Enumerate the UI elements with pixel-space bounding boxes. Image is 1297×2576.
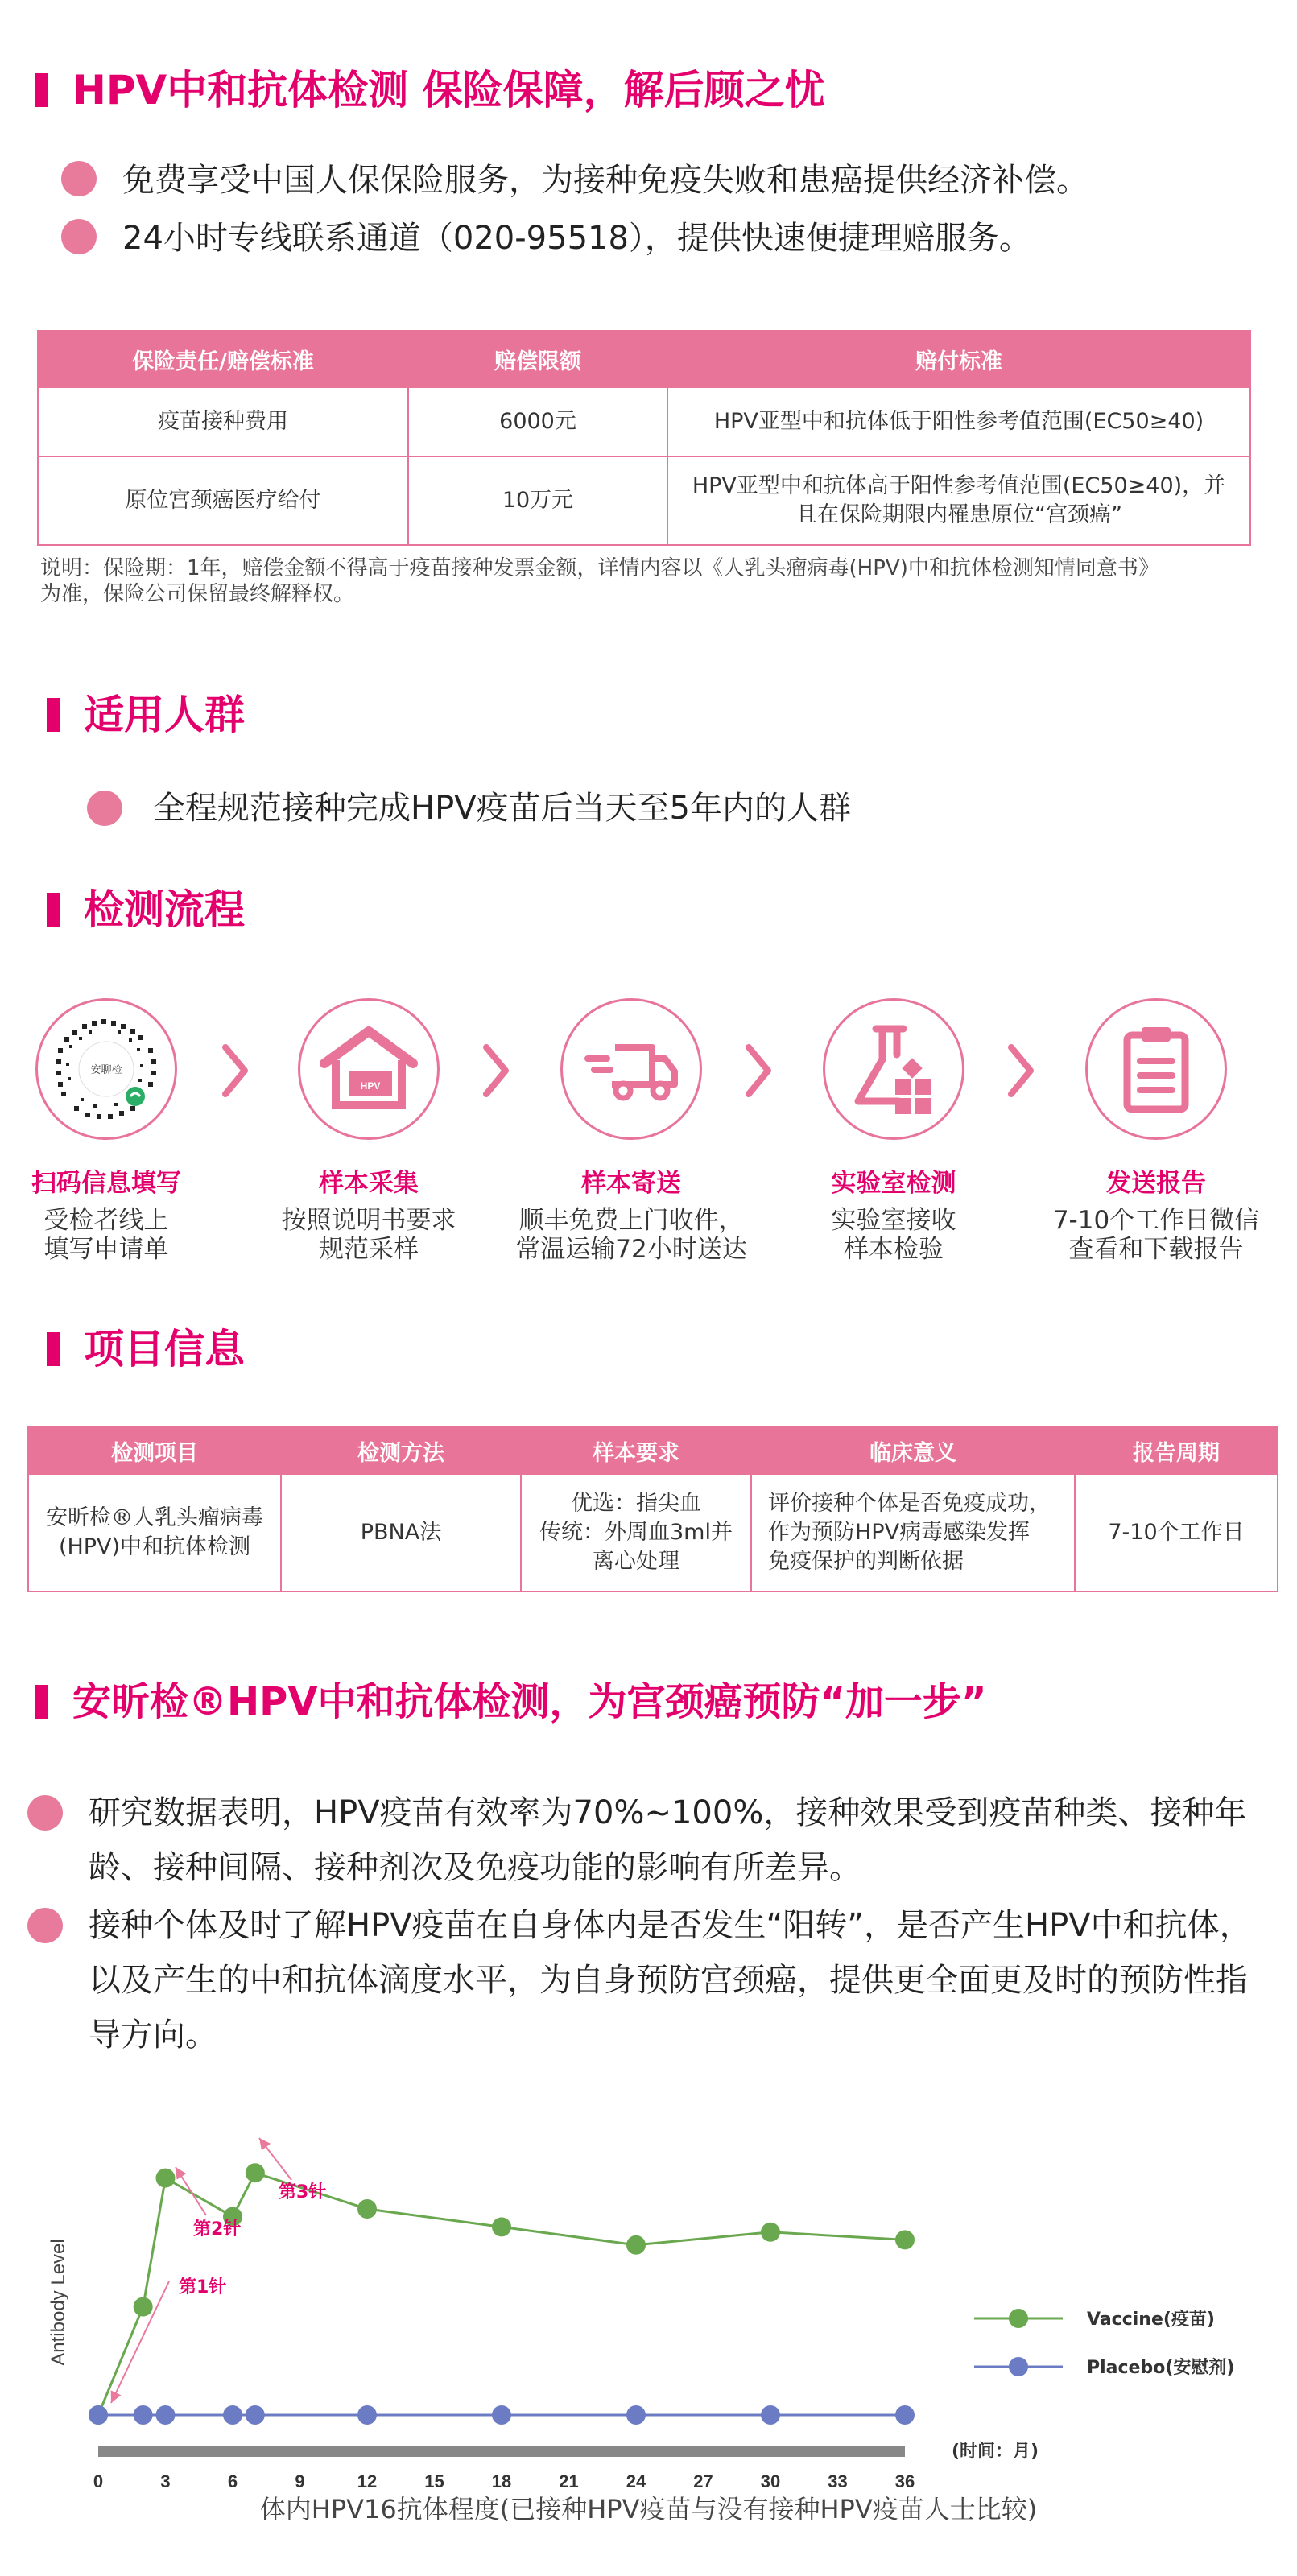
data-point <box>626 2405 646 2425</box>
annotation-label: 第3针 <box>279 2182 327 2202</box>
section-marker <box>35 73 48 107</box>
table-cell: 6000元 <box>408 387 667 456</box>
x-tick-label: 21 <box>559 2471 579 2491</box>
audience-title: 适用人群 <box>84 691 245 738</box>
qr-caption: 安聊检 <box>90 1064 122 1076</box>
x-tick-label: 30 <box>760 2471 781 2491</box>
audience-section-header <box>47 691 245 739</box>
bullet-dot <box>27 1908 63 1943</box>
y-axis-label: Antibody Level <box>48 2239 69 2366</box>
data-point <box>156 2405 176 2425</box>
x-tick-label: 27 <box>693 2471 713 2491</box>
benefit-section-header <box>35 1678 987 1726</box>
data-point <box>134 2297 153 2317</box>
insurance-title: HPV中和抗体检测 保险保障，解后顾之忧 <box>72 67 825 114</box>
data-point <box>246 2163 265 2182</box>
annotation-arrowhead <box>176 2167 186 2180</box>
step-desc: 7-10个工作日微信 查看和下载报告 <box>1052 1206 1260 1264</box>
data-point <box>492 2217 511 2236</box>
step-circle-report <box>1085 998 1227 1140</box>
step-label: 样本寄送 <box>581 1169 681 1198</box>
bullet-dot <box>87 791 122 826</box>
project-title: 项目信息 <box>84 1326 245 1373</box>
step-circle-scan <box>35 998 177 1140</box>
benefit-paragraph-1 <box>27 1785 1259 1895</box>
step-label: 扫码信息填写 <box>31 1169 181 1198</box>
bullet-dot <box>27 1795 63 1831</box>
insurance-note: 说明：保险期：1年，赔偿金额不得高于疫苗接种发票金额，详情内容以《人乳头瘤病毒(HPV)中和抗体检测知情同意书》 为准，保险公司保留最终解释权。 <box>40 556 1159 606</box>
annotation-arrowhead <box>259 2138 271 2150</box>
step-label: 实验室检测 <box>831 1169 956 1198</box>
x-tick-label: 6 <box>227 2471 238 2491</box>
annotation-label: 第1针 <box>179 2277 227 2297</box>
x-tick-label: 15 <box>424 2471 444 2491</box>
insurance-bullet-2 <box>61 211 1031 266</box>
legend-marker <box>1009 2357 1028 2376</box>
insurance-section-header <box>35 66 825 114</box>
data-point <box>492 2405 511 2425</box>
x-tick-label: 12 <box>357 2471 378 2491</box>
bullet-text: 24小时专线联系通道（020-95518），提供快速便捷理赔服务。 <box>122 220 1031 257</box>
bullet-text: 全程规范接种完成HPV疫苗后当天至5年内的人群 <box>153 790 852 827</box>
insurance-table <box>37 330 1251 546</box>
data-point <box>156 2169 176 2188</box>
table-header: 保险责任/赔偿标准 <box>38 331 408 387</box>
step-desc: 按照说明书要求 规范采样 <box>281 1206 456 1264</box>
x-tick-label: 9 <box>295 2471 305 2491</box>
step-circle-sample <box>298 998 440 1140</box>
data-point <box>89 2405 108 2425</box>
audience-bullet <box>87 781 851 836</box>
step-desc: 受检者线上 填写申请单 <box>43 1206 169 1264</box>
table-cell: 疫苗接种费用 <box>38 387 408 456</box>
paragraph-text: 接种个体及时了解HPV疫苗在自身体内是否发生“阳转”，是否产生HPV中和抗体，以及产生的中和抗体滴度水平，为自身预防宫颈癌，提供更全面更及时的预防性指导方向。 <box>89 1907 1252 2054</box>
x-tick-label: 0 <box>93 2471 104 2491</box>
kit-badge: HPV <box>360 1080 381 1092</box>
clipboard-report-icon <box>1116 1021 1196 1117</box>
process-title: 检测流程 <box>84 886 245 933</box>
paragraph-text: 研究数据表明，HPV疫苗有效率为70%~100%，接种效果受到疫苗种类、接种年龄、接种间隔、接种剂次及免疫功能的影响有所差异。 <box>89 1794 1247 1886</box>
x-tick-label: 24 <box>626 2471 646 2491</box>
x-tick-label: 33 <box>828 2471 848 2491</box>
table-header: 赔付标准 <box>667 331 1250 387</box>
chevron-right-icon <box>742 1042 774 1099</box>
data-point <box>761 2405 780 2425</box>
table-cell: PBNA法 <box>281 1474 521 1591</box>
section-marker <box>47 698 60 732</box>
project-table <box>27 1426 1278 1592</box>
table-cell: 10万元 <box>408 456 667 545</box>
chart-caption: 体内HPV16抗体程度(已接种HPV疫苗与没有接种HPV疫苗人士比较) <box>259 2494 1038 2524</box>
x-axis-label: (时间：月) <box>952 2442 1039 2462</box>
section-marker <box>47 893 60 927</box>
lab-flask-icon <box>845 1021 942 1117</box>
bullet-dot <box>61 219 97 254</box>
step-label: 发送报告 <box>1106 1169 1206 1198</box>
table-row <box>28 1474 1278 1591</box>
table-cell: 评价接种个体是否免疫成功， 作为预防HPV病毒感染发挥 免疫保护的判断依据 <box>751 1474 1075 1591</box>
table-header: 检测方法 <box>281 1427 521 1474</box>
table-row <box>38 387 1250 456</box>
section-marker <box>47 1332 60 1366</box>
table-header-row <box>28 1427 1278 1474</box>
data-point <box>223 2405 242 2425</box>
home-kit-icon <box>316 1025 421 1113</box>
data-point <box>246 2405 265 2425</box>
table-cell: HPV亚型中和抗体低于阳性参考值范围(EC50≥40) <box>667 387 1250 456</box>
legend-marker <box>1009 2309 1028 2328</box>
chevron-right-icon <box>219 1042 251 1099</box>
annotation-label: 第2针 <box>193 2219 242 2240</box>
bullet-text: 免费享受中国人保保险服务，为接种免疫失败和患癌提供经济补偿。 <box>122 162 1088 199</box>
insurance-bullet-1 <box>61 153 1088 208</box>
table-header-row <box>38 331 1250 387</box>
process-section-header <box>47 886 245 934</box>
section-marker <box>35 1685 48 1719</box>
step-circle-lab <box>823 998 964 1140</box>
table-cell: 原位宫颈癌医疗给付 <box>38 456 408 545</box>
bullet-dot <box>61 161 97 196</box>
data-point <box>626 2235 646 2255</box>
step-circle-ship <box>560 998 702 1140</box>
delivery-truck-icon <box>583 1033 679 1105</box>
table-row <box>38 456 1250 545</box>
project-section-header <box>47 1325 245 1373</box>
qr-code-icon[interactable] <box>50 1013 163 1125</box>
step-label: 样本采集 <box>319 1169 419 1198</box>
x-tick-label: 36 <box>894 2471 915 2491</box>
table-cell: 7-10个工作日 <box>1075 1474 1278 1591</box>
data-point <box>895 2405 915 2425</box>
chevron-right-icon <box>1005 1042 1037 1099</box>
x-axis-bar <box>98 2446 905 2457</box>
benefit-title: 安昕检®HPV中和抗体检测，为宫颈癌预防“加一步” <box>72 1679 987 1724</box>
x-tick-label: 18 <box>491 2471 512 2491</box>
table-header: 样本要求 <box>521 1427 751 1474</box>
legend-label: Vaccine(疫苗) <box>1087 2310 1215 2330</box>
step-desc: 顺丰免费上门收件， 常温运输72小时送达 <box>515 1206 747 1264</box>
table-header: 报告周期 <box>1075 1427 1278 1474</box>
table-header: 检测项目 <box>28 1427 281 1474</box>
table-header: 临床意义 <box>751 1427 1075 1474</box>
table-cell: 安昕检®人乳头瘤病毒 (HPV)中和抗体检测 <box>28 1474 281 1591</box>
table-header: 赔偿限额 <box>408 331 667 387</box>
benefit-paragraph-2 <box>27 1898 1259 2062</box>
table-cell: 优选：指尖血 传统：外周血3ml并 离心处理 <box>521 1474 751 1591</box>
table-cell: HPV亚型中和抗体高于阳性参考值范围(EC50≥40)，并 且在保险期限内罹患原位“宫颈癌” <box>667 456 1250 545</box>
step-desc: 实验室接收 样本检验 <box>831 1206 956 1264</box>
data-point <box>357 2405 377 2425</box>
data-point <box>357 2199 377 2219</box>
data-point <box>134 2405 153 2425</box>
legend-label: Placebo(安慰剂) <box>1087 2358 1235 2378</box>
x-tick-label: 3 <box>160 2471 171 2491</box>
chevron-right-icon <box>480 1042 512 1099</box>
data-point <box>895 2230 915 2249</box>
data-point <box>761 2223 780 2242</box>
